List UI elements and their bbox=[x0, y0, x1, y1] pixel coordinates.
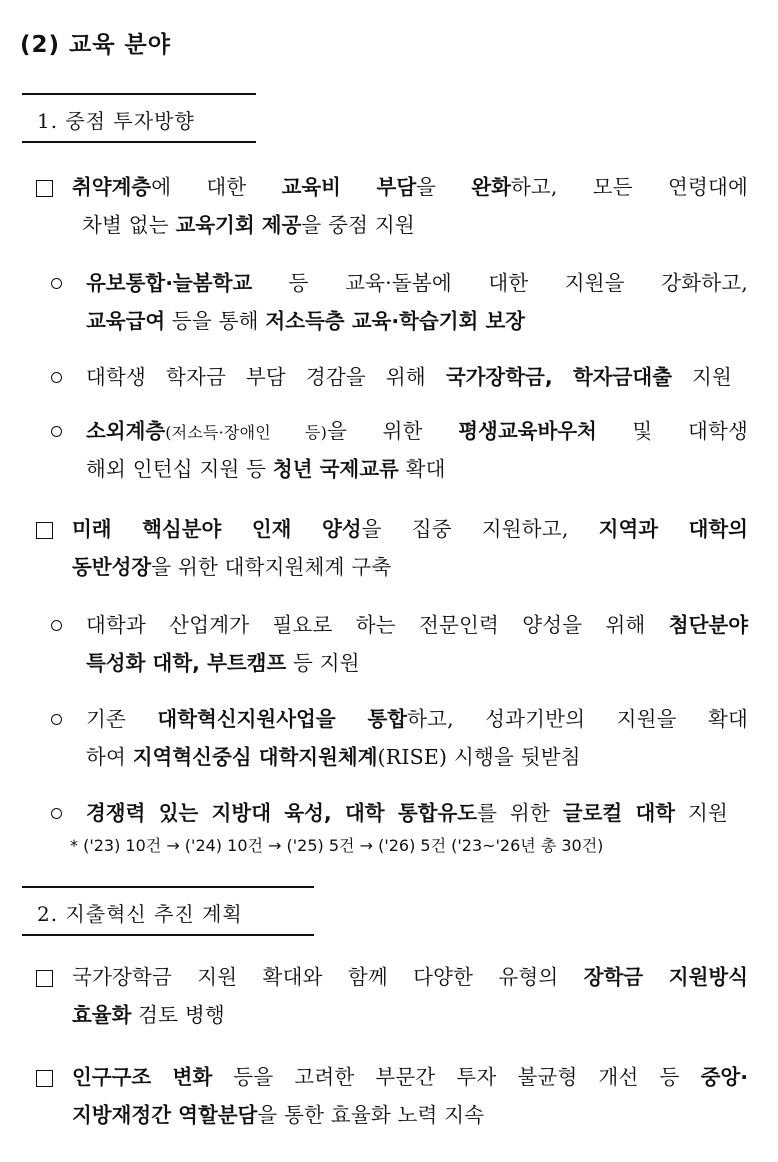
circle-bullet bbox=[51, 714, 62, 725]
paragraph-sub1-1-line1: 유보통합·늘봄학교 등 교육·돌봄에 대한 지원을 강화하고, bbox=[86, 271, 748, 295]
paragraph-sub1-2-line1: 대학생 학자금 부담 경감을 위해 국가장학금, 학자금대출 지원 bbox=[86, 365, 732, 389]
paragraph-sub2-1-line1: 대학과 산업계가 필요로 하는 전문인력 양성을 위해 첨단분야 bbox=[86, 613, 748, 637]
section-heading-spending-innovation bbox=[22, 886, 314, 936]
paragraph-s2-item1-line1: 국가장학금 지원 확대와 함께 다양한 유형의 장학금 지원방식 bbox=[72, 965, 748, 989]
paragraph-sub1-3-line2: 해외 인턴십 지원 등 청년 국제교류 확대 bbox=[86, 457, 446, 481]
footnote: * ('23) 10건 → ('24) 10건 → ('25) 5건 → ('26) 5건 ('23~'26년 총 30건) bbox=[70, 836, 604, 855]
circle-bullet bbox=[51, 278, 62, 289]
heading-text: 2. 지출혁신 추진 계획 bbox=[37, 902, 243, 926]
section-title: (2) 교육 분야 bbox=[20, 32, 171, 58]
heading-text: 1. 중점 투자방향 bbox=[37, 109, 195, 133]
paragraph-s2-item1-line2: 효율화 검토 병행 bbox=[72, 1003, 225, 1027]
paragraph-sub2-3-line1: 경쟁력 있는 지방대 육성, 대학 통합유도를 위한 글로컬 대학 지원 bbox=[86, 801, 728, 825]
checkbox-bullet bbox=[36, 970, 53, 987]
circle-bullet bbox=[51, 426, 62, 437]
paragraph-item1-line1: 취약계층에 대한 교육비 부담을 완화하고, 모든 연령대에 bbox=[72, 175, 748, 199]
paragraph-s2-item2-line2: 지방재정간 역할분담을 통한 효율화 노력 지속 bbox=[72, 1103, 485, 1127]
paragraph-item1-line2: 차별 없는 교육기회 제공을 중점 지원 bbox=[82, 213, 415, 237]
paragraph-item2-line1: 미래 핵심분야 인재 양성을 집중 지원하고, 지역과 대학의 bbox=[72, 517, 748, 541]
paragraph-s2-item2-line1: 인구구조 변화 등을 고려한 부문간 투자 불균형 개선 등 중앙· bbox=[72, 1065, 748, 1089]
circle-bullet bbox=[51, 620, 62, 631]
section-heading-investment-direction bbox=[22, 93, 256, 143]
paragraph-sub1-1-line2: 교육급여 등을 통해 저소득층 교육·학습기회 보장 bbox=[86, 309, 526, 333]
paragraph-sub2-1-line2: 특성화 대학, 부트캠프 등 지원 bbox=[86, 651, 360, 675]
paragraph-sub2-2-line1: 기존 대학혁신지원사업을 통합하고, 성과기반의 지원을 확대 bbox=[86, 707, 748, 731]
circle-bullet bbox=[51, 372, 62, 383]
checkbox-bullet bbox=[36, 180, 53, 197]
paragraph-sub1-3-line1: 소외계층(저소득·장애인 등)을 위한 평생교육바우처 및 대학생 bbox=[86, 419, 748, 443]
checkbox-bullet bbox=[36, 1070, 53, 1087]
circle-bullet bbox=[51, 808, 62, 819]
paragraph-sub2-2-line2: 하여 지역혁신중심 대학지원체계(RISE) 시행을 뒷받침 bbox=[86, 745, 581, 769]
checkbox-bullet bbox=[36, 522, 53, 539]
paragraph-item2-line2: 동반성장을 위한 대학지원체계 구축 bbox=[72, 555, 392, 579]
